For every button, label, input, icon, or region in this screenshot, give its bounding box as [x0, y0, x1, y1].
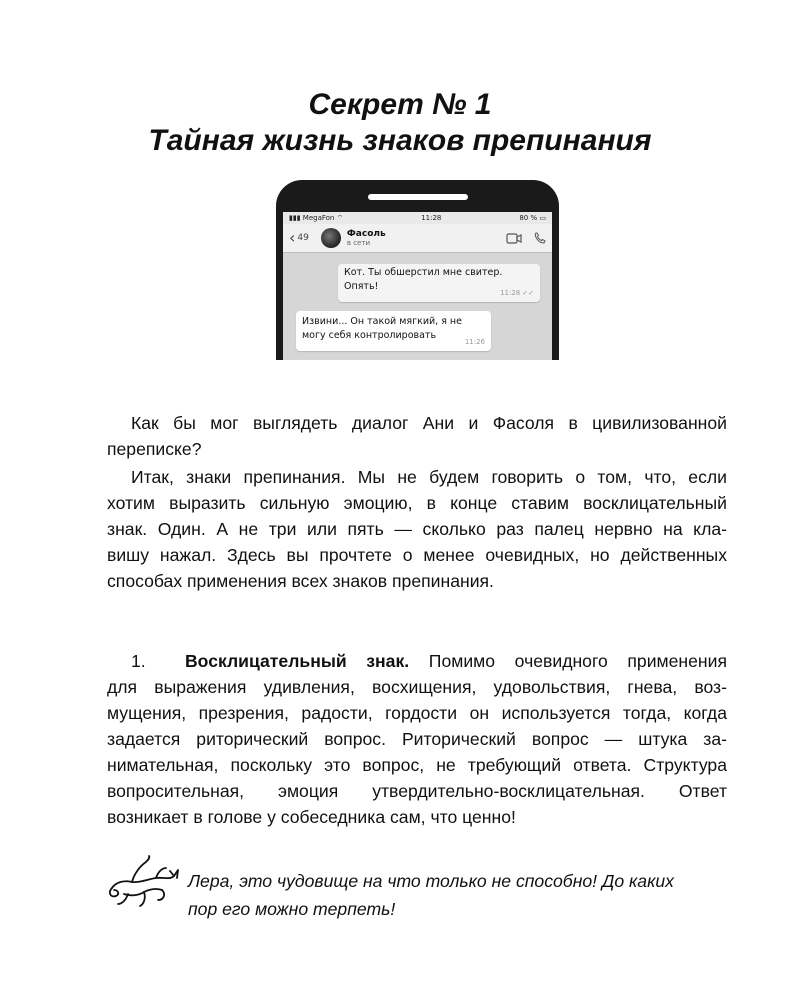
read-ticks-icon: ✓✓ — [522, 289, 534, 297]
list-number: 1. — [131, 651, 146, 671]
message-line: Извини... Он такой мягкий, я не — [302, 316, 462, 327]
message-time: 11:28 ✓✓ — [500, 289, 534, 297]
contact-name: Фасоль — [346, 229, 386, 239]
text-line: хотим выразить сильную эмоцию, в конце ставим восклицательный — [107, 493, 727, 513]
clock: 11:28 — [421, 214, 442, 222]
contact-status: в сети — [346, 239, 370, 247]
message-bubble-incoming[interactable] — [296, 311, 491, 351]
message-line: могу себя контролировать — [302, 330, 437, 341]
quote-line: Лера, это чудовище на что только не способно! До каких — [188, 871, 674, 891]
signal-icon: ▮▮▮ — [289, 213, 301, 222]
term-exclamation-mark: Восклицательный знак. — [184, 651, 410, 671]
quote-line: пор его можно терпеть! — [188, 899, 396, 919]
quote-text — [188, 867, 728, 923]
section-title: Тайная жизнь знаков препинания — [148, 124, 652, 157]
cat-icon — [104, 852, 184, 914]
section-title-number: Секрет № 1 — [308, 88, 492, 121]
text-line: нимательная, поскольку это вопрос, не требующий ответа. Структура — [107, 755, 727, 775]
text-line: способах применения всех знаков препинания. — [107, 571, 494, 591]
back-button[interactable] — [289, 230, 309, 246]
battery-icon: ▭ — [539, 214, 546, 222]
message-time: 11:26 — [464, 338, 485, 346]
chevron-left-icon: ‹ — [289, 228, 296, 247]
text-line: задается риторический вопрос. Риторический вопрос — штука за- — [107, 729, 727, 749]
chat-header — [283, 224, 552, 253]
unread-count: 49 — [297, 233, 309, 243]
text-line: переписке? — [107, 439, 202, 459]
header-actions — [506, 232, 546, 244]
message-bubble-outgoing[interactable] — [338, 264, 540, 302]
phone-speaker — [368, 194, 468, 200]
status-bar — [283, 212, 552, 224]
paragraph-exclamation — [107, 648, 727, 830]
text-line: возникает в голове у собеседника сам, что ценно! — [107, 807, 516, 827]
text-line: 1. Восклицательный знак. Помимо очевидного применения — [131, 651, 727, 671]
text-line: вопросительная, эмоция утвердительно-восклицательная. Ответ — [107, 781, 727, 801]
wifi-icon: ⌔ — [336, 213, 344, 222]
text-line: Итак, знаки препинания. Мы не будем говорить о том, что, если — [131, 467, 727, 487]
message-line: Опять! — [344, 281, 379, 292]
avatar[interactable] — [321, 228, 341, 248]
paragraph-question — [107, 410, 727, 462]
text-line: вишу нажал. Здесь вы прочтете о менее очевидных, но действенных — [107, 545, 727, 565]
text-line: Как бы мог выглядеть диалог Ани и Фасоля в цивилизованной — [131, 413, 727, 433]
text-line: для выражения удивления, восхищения, удовольствия, гнева, воз- — [107, 677, 727, 697]
phone-screen — [283, 212, 552, 360]
paragraph-intro — [107, 464, 727, 594]
text-line: мущения, презрения, радости, гордости он используется тогда, когда — [107, 703, 727, 723]
video-call-icon[interactable] — [506, 233, 522, 244]
phone-call-icon[interactable] — [534, 232, 546, 244]
battery-indicator: 80 % ▭ — [519, 214, 546, 222]
phone-mockup — [276, 180, 559, 360]
text-line: знак. Один. А не три или пять — сколько раз палец нервно на кла- — [107, 519, 727, 539]
carrier-label: ▮▮▮ MegaFon ⌔ — [289, 213, 344, 222]
message-line: Кот. Ты обшерстил мне свитер. — [344, 267, 503, 278]
contact-info[interactable] — [347, 229, 386, 247]
